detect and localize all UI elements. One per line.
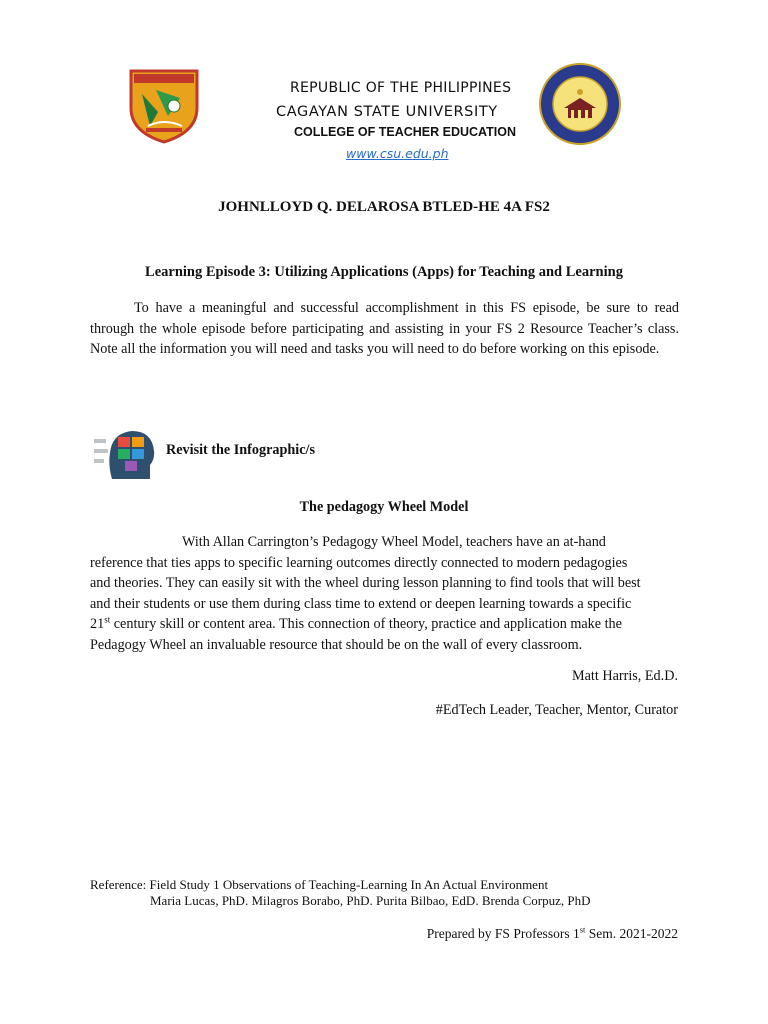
student-info-line: JOHNLLOYD Q. DELAROSA BTLED-HE 4A FS2 [218, 199, 550, 215]
quote-line-1: With Allan Carrington’s Pedagogy Wheel Model, teachers have an at-hand [182, 534, 606, 550]
quote-line-4: and their students or use them during class time to extend or deepen learning towards a specific [90, 595, 632, 612]
quote-superscript: st [104, 614, 111, 625]
quote-line-5 [90, 614, 670, 635]
university-url-link[interactable]: www.csu.edu.ph [346, 146, 449, 161]
prepared-suffix: Sem. 2021-2022 [585, 926, 678, 941]
reference-line: Reference: Field Study 1 Observations of Teaching-Learning In An Actual Environment [90, 877, 549, 892]
quote-line-2: reference that ties apps to specific learning outcomes directly connected to modern pedagogies [90, 554, 628, 571]
university-name: CAGAYAN STATE UNIVERSITY [276, 104, 498, 120]
quote-line-5-text: century skill or content area. This connection of theory, practice and application make the [110, 616, 622, 632]
csu-logo [128, 68, 200, 144]
college-name: COLLEGE OF TEACHER EDUCATION [294, 125, 516, 139]
quote-number: 21 [90, 616, 105, 632]
quote-author-role: #EdTech Leader, Teacher, Mentor, Curator [435, 702, 678, 718]
pedagogy-wheel-quote [90, 532, 670, 655]
reference-block [90, 877, 591, 909]
prepared-superscript: st [579, 924, 586, 935]
intro-text: To have a meaningful and successful accomplishment in this FS episode, be sure to read through the whole episode before participating and assisting in your FS 2 Resource Teacher’s class. Note all the information you will need and tasks you will need to do before working on this episode. [90, 300, 679, 357]
quote-author: Matt Harris, Ed.D. [572, 668, 678, 684]
quote-line-3: and theories. They can easily sit with the wheel during lesson planning to find tools that will best [90, 575, 641, 591]
quote-line-6: Pedagogy Wheel an invaluable resource that should be on the wall of every classroom. [90, 636, 583, 653]
prepared-by-line [427, 926, 678, 942]
reference-authors: Maria Lucas, PhD. Milagros Borabo, PhD. Purita Bilbao, EdD. Brenda Corpuz, PhD [150, 893, 591, 908]
republic-heading: REPUBLIC OF THE PHILIPPINES [290, 80, 512, 96]
revisit-heading: Revisit the Infographic/s [166, 442, 315, 458]
episode-title: Learning Episode 3: Utilizing Applications (Apps) for Teaching and Learning [145, 264, 623, 280]
infographic-head-icon [90, 425, 158, 483]
wheel-model-title: The pedagogy Wheel Model [299, 499, 469, 515]
prepared-prefix: Prepared by FS Professors 1 [426, 926, 580, 941]
cte-seal-logo [538, 62, 622, 146]
intro-paragraph [90, 298, 679, 360]
